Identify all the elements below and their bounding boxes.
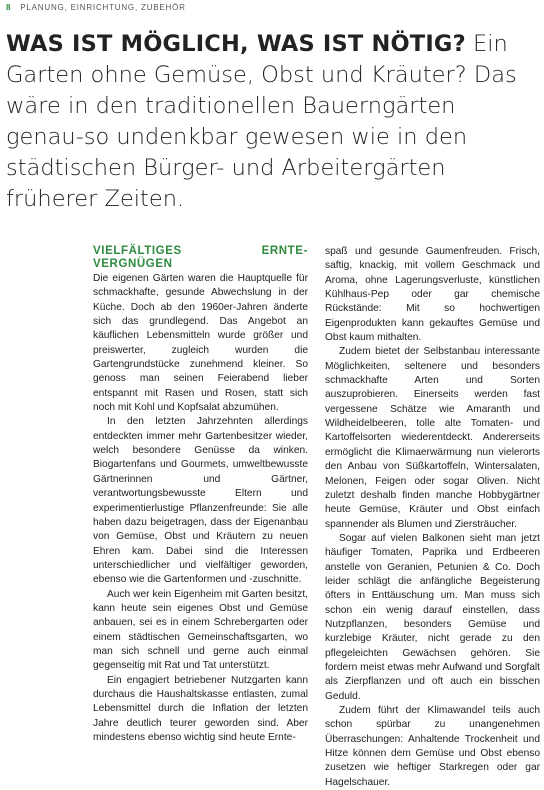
section-title: PLANUNG, EINRICHTUNG, ZUBEHÖR: [20, 3, 186, 12]
text-column-right: [325, 245, 540, 790]
headline-lead: WAS IST MÖGLICH, WAS IST NÖTIG?: [6, 31, 466, 57]
text-column-left: [93, 245, 308, 745]
paragraph: In den letzten Jahrzehnten allerdings entdeckten immer mehr Gartenbesitzer wieder, welch besondere Genüsse da winken. Biogartenfans und Gourmets, umweltbewusste Gärtnerinnen und Gärtner, verantwortungsbewusste Eltern und experimentierlustige Pflanzenfreunde: Sie alle haben dazu beigetragen, dass der Eigenanbau von Gemüse, Obst und Kräutern zu neuen Ehren kam. Dabei sind die Interessen unterschiedlicher und vielfältiger geworden, ebenso wie die Gartenformen und -zuschnitte.: [93, 416, 308, 586]
headline-body: Ein Garten ohne Gemüse, Obst und Kräuter? Das wäre in den traditionellen Bauerngärten genau-so undenkbar gewesen wie in den städtischen Bürger- und Arbeitergärten früherer Zeiten.: [6, 31, 517, 212]
paragraph: Sogar auf vielen Balkonen sieht man jetzt häufiger Tomaten, Paprika und Erdbeeren anstelle von Geranien, Petunien & Co. Doch leider schlägt die anfängliche Begeisterung öfters in Enttäuschung um. Man muss sich schon ein wenig darauf einstellen, dass Nutzpflanzen, besonders Gemüse und kurzlebige Kräuter, nicht gerade zu den pflegeleichten Gewächsen gehören. Sie fordern meist etwas mehr Aufwand und Sorgfalt als Zierpflanzen und oft auch ein bisschen Geduld.: [325, 532, 540, 702]
subheading: VIELFÄLTIGES ERNTE-VERGNÜGEN: [93, 245, 308, 270]
paragraph: Die eigenen Gärten waren die Hauptquelle für schmackhafte, gesunde Abwechslung in der Küche. Doch ab den 1960er-Jahren änderte sich das grundlegend. Das Angebot an käuflichen Lebensmitteln wurde größer und preiswerter, zugleich wurden die Gartengrundstücke zunehmend kleiner. So genoss man seinen Feierabend lieber entspannt mit Rasen und Rosen, statt sich noch mit Kohl und Kopfsalat abzumühen.: [93, 273, 308, 414]
headline: [6, 29, 536, 215]
paragraph: Ein engagiert betriebener Nutzgarten kann durchaus die Haushaltskasse entlasten, zumal Lebensmittel durch die Inflation der letzten Jahre deutlich teurer geworden sind. Aber mindestens ebenso wichtig sind heute Ernte-: [93, 674, 308, 743]
paragraph: Zudem bietet der Selbstanbau interessante Möglichkeiten, seltenere und besonders schmackhafte Arten und Sorten auszuprobieren. Einerseits werden fast vergessene Schätze wie Amaranth und Wildheidelbeeren, tolle alte Tomaten- und Kartoffelsorten wiederentdeckt. Andererseits ermöglicht die Klimaerwärmung nun vielerorts den Anbau von Süßkartoffeln, Wintersalaten, Melonen, Feigen oder sogar Oliven. Nicht zuletzt deshalb finden manche Hobbygärtner heute Gemüse, Kräuter und Obst einfach spannender als Blumen und Ziersträucher.: [325, 346, 540, 530]
paragraph: spaß und gesunde Gaumenfreuden. Frisch, saftig, knackig, mit vollem Geschmack und Aroma, ohne Lagerungsverluste, künstlichen Kühlhaus-Pep oder gar chemische Rückstände: Mit so hochwertigen Eigenprodukten kann gekauftes Gemüse und Obst kaum mithalten.: [325, 246, 540, 344]
paragraph: Auch wer kein Eigenheim mit Garten besitzt, kann heute sein eigenes Obst und Gemüse anbauen, sei es in einem Schrebergarten oder einem städtischen Gemeinschaftsgarten, wo man sich schnell und gerne auch einmal gegenseitig mit Rat und Tat unterstützt.: [93, 588, 308, 672]
paragraph: Zudem führt der Klimawandel teils auch schon spürbar zu unangenehmen Überraschungen: Anhaltende Trockenheit und Hitze können dem Gemüse und Obst ebenso zusetzen wie heftiger Starkregen oder gar Hagelschauer.: [325, 705, 540, 788]
running-header: [6, 3, 186, 12]
page-number: 8: [6, 3, 12, 12]
